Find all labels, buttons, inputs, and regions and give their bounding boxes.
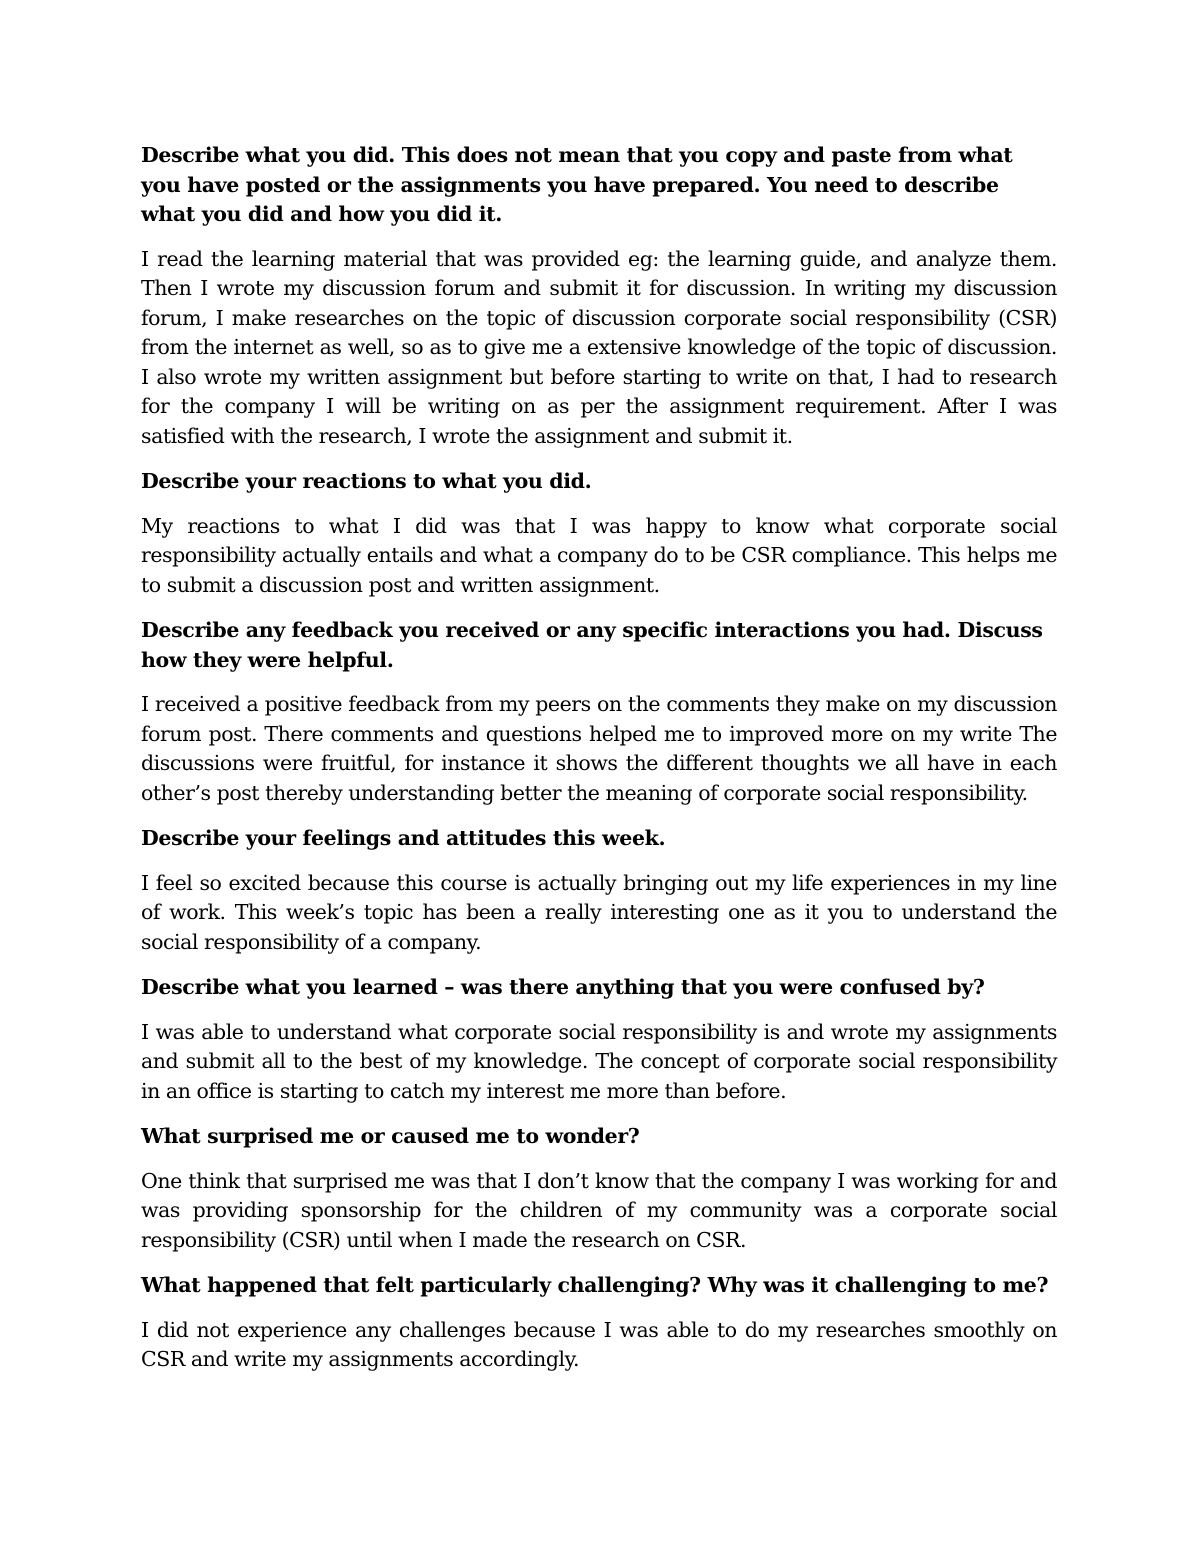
answer-paragraph: I did not experience any challenges because I was able to do my researches smoothly on CSR and write my assignments accordingly. (141, 1317, 1057, 1371)
answer-paragraph: I was able to understand what corporate social responsibility is and wrote my assignments and submit all to the best of my knowledge. The concept of corporate social responsibility in an office is starting to catch my interest me more than before. (141, 1019, 1057, 1103)
answer-paragraph: I received a positive feedback from my peers on the comments they make on my discussion forum post. There comments and questions helped me to improved more on my write The discussions were fruitful, for instance it shows the different thoughts we all have in each other’s post thereby understanding better the meaning of corporate social responsibility. (141, 692, 1057, 805)
answer-paragraph: My reactions to what I did was that I was happy to know what corporate social responsibility actually entails and what a company do to be CSR compliance. This helps me to submit a discussion post and written assignment. (141, 513, 1057, 597)
answer-paragraph: I read the learning material that was provided eg: the learning guide, and analyze them. Then I wrote my discussion forum and submit it for discussion. In writing my discussion forum, I make researches on the topic of discussion corporate social responsibility (CSR) from the internet as well, so as to give me a extensive knowledge of the topic of discussion. I also wrote my written assignment but before starting to write on that, I had to research for the company I will be writing on as per the assignment requirement. After I was satisfied with the research, I wrote the assignment and submit it. (141, 246, 1057, 448)
question-heading: What surprised me or caused me to wonder? (141, 1124, 640, 1148)
question-heading: Describe any feedback you received or any specific interactions you had. Discuss how they were helpful. (141, 618, 1043, 672)
section-what-you-did (141, 141, 1057, 451)
section-feedback (141, 616, 1057, 808)
section-feelings (141, 824, 1057, 957)
question-heading: Describe what you did. This does not mean that you copy and paste from what you have posted or the assignments you have prepared. You need to describe what you did and how you did it. (141, 143, 1013, 226)
question-heading: Describe what you learned – was there anything that you were confused by? (141, 975, 985, 999)
question-heading: Describe your reactions to what you did. (141, 469, 592, 493)
section-surprised (141, 1122, 1057, 1255)
answer-paragraph: One think that surprised me was that I don’t know that the company I was working for and was providing sponsorship for the children of my community was a corporate social responsibility (CSR) until when I made the research on CSR. (141, 1168, 1057, 1252)
document-page (141, 141, 1057, 1375)
section-reactions (141, 467, 1057, 600)
answer-paragraph: I feel so excited because this course is actually bringing out my life experiences in my line of work. This week’s topic has been a really interesting one as it you to understand the social responsibility of a company. (141, 870, 1057, 954)
section-challenging (141, 1271, 1057, 1375)
question-heading: Describe your feelings and attitudes this week. (141, 826, 666, 850)
question-heading: What happened that felt particularly challenging? Why was it challenging to me? (141, 1273, 1049, 1297)
section-learned (141, 973, 1057, 1106)
